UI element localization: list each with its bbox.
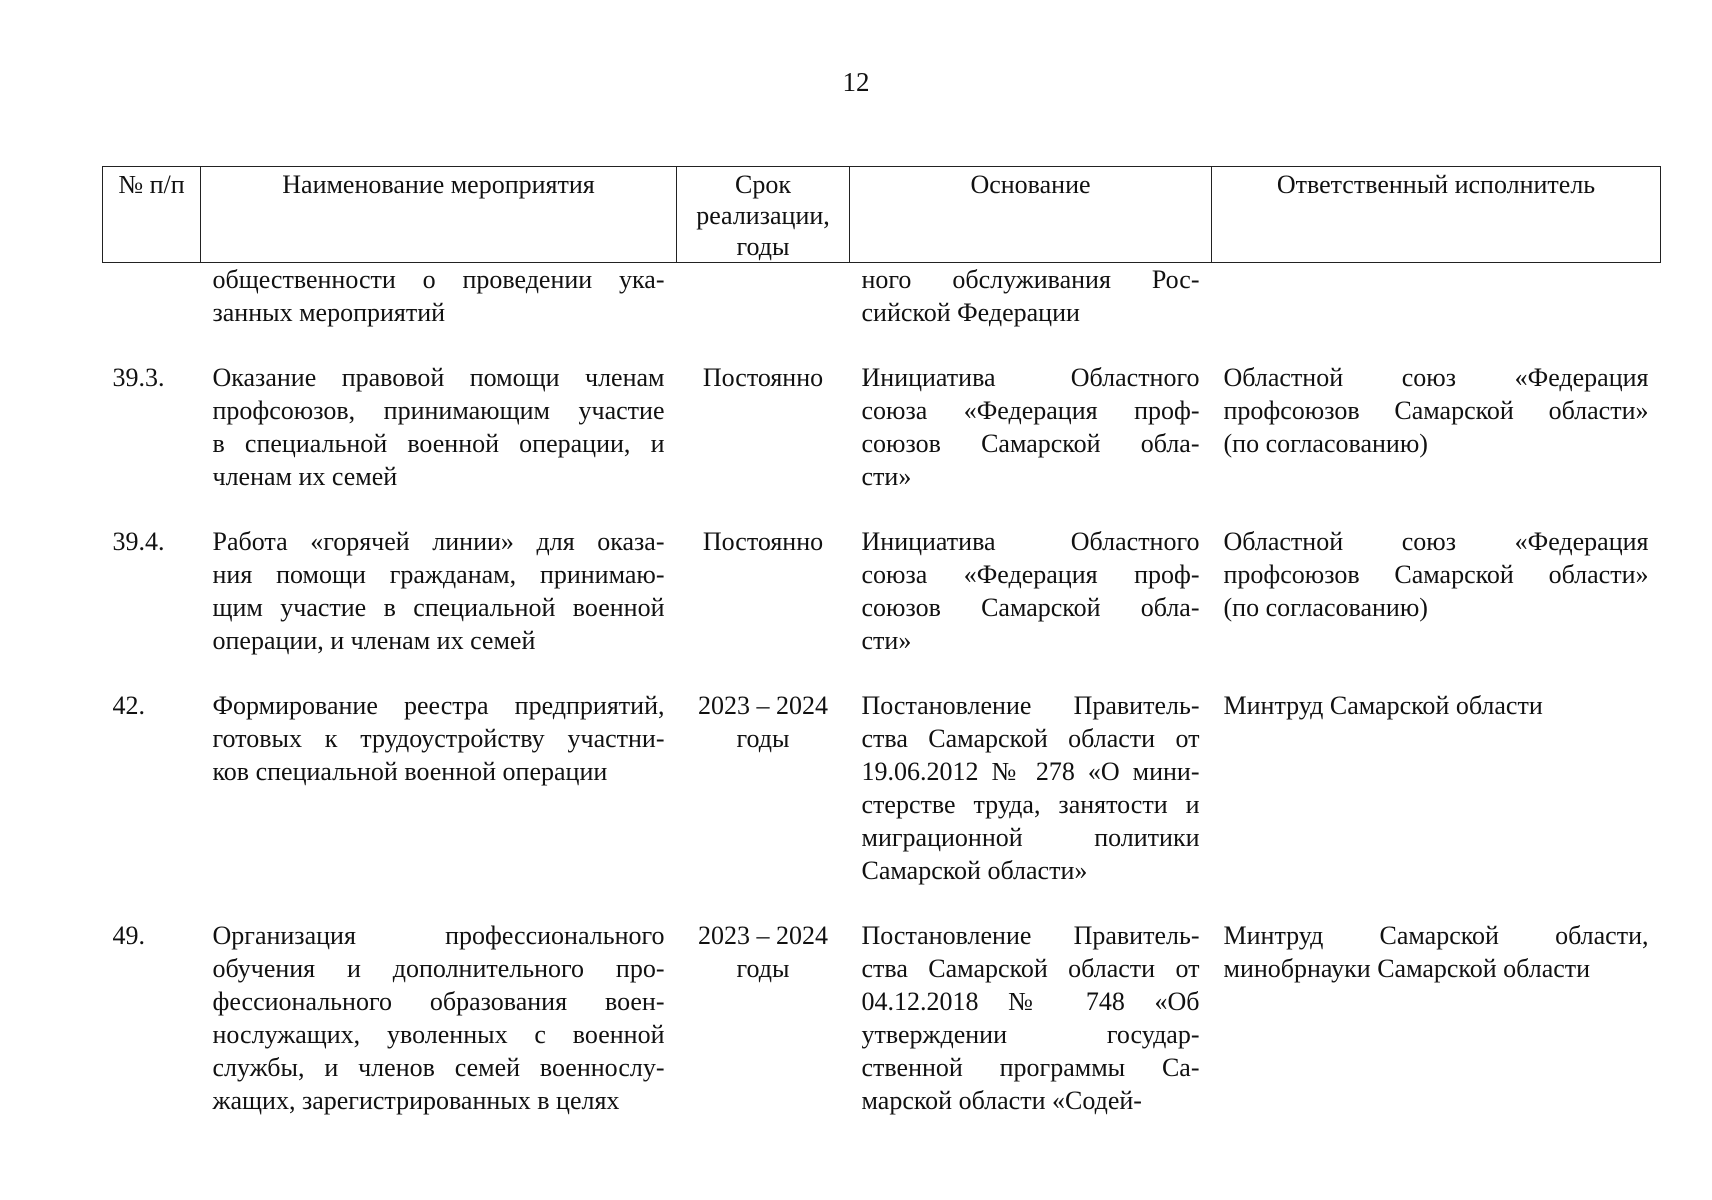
- measure-name-line: щим участие в специальной военной: [212, 593, 665, 622]
- responsible-executor-line: профсоюзов Самарской области»: [1223, 560, 1649, 589]
- header-basis: Основание: [850, 167, 1212, 263]
- table-row: [103, 689, 1661, 919]
- measure-name-line: ков специальной военной операции: [212, 757, 608, 786]
- implementation-term-line: 2023 – 2024: [698, 691, 828, 720]
- measure-name-line: готовых к трудоустройству участни-: [212, 724, 665, 753]
- basis-line: союзов Самарской обла-: [861, 593, 1200, 622]
- basis: [850, 525, 1212, 689]
- responsible-executor-line: (по согласованию): [1223, 429, 1428, 458]
- table-body: [103, 263, 1661, 1150]
- basis-line: Инициатива Областного: [861, 527, 1200, 556]
- basis-line: ного обслуживания Рос-: [861, 265, 1200, 294]
- table-row: [103, 919, 1661, 1149]
- page-number: 12: [842, 67, 870, 97]
- responsible-executor: [1212, 263, 1661, 362]
- implementation-term-line: 2023 – 2024: [698, 921, 828, 950]
- implementation-term: [677, 525, 850, 689]
- header-measure-name: Наименование мероприятия: [201, 167, 677, 263]
- measure-name-line: Оказание правовой помощи членам: [212, 363, 665, 392]
- measure-name-line: общественности о проведении ука-: [212, 265, 665, 294]
- implementation-term-line: годы: [736, 954, 790, 983]
- measure-name-line: нослужащих, уволенных с военной: [212, 1020, 665, 1049]
- basis-line: сийской Федерации: [861, 298, 1080, 327]
- measure-name-line: Формирование реестра предприятий,: [212, 691, 665, 720]
- measure-name-line: в специальной военной операции, и: [212, 429, 665, 458]
- basis: [850, 263, 1212, 362]
- basis-line: утверждении государ-: [861, 1020, 1200, 1049]
- basis-line: Инициатива Областного: [861, 363, 1200, 392]
- basis-line: ственной программы Са-: [861, 1053, 1200, 1082]
- responsible-executor-line: (по согласованию): [1223, 593, 1428, 622]
- basis-line: Самарской области»: [861, 856, 1088, 885]
- row-number: 42.: [112, 691, 145, 720]
- implementation-term-line: Постоянно: [702, 527, 824, 556]
- basis-line: союзов Самарской обла-: [861, 429, 1200, 458]
- measure-name-line: профсоюзов, принимающим участие: [212, 396, 665, 425]
- responsible-executor: [1212, 919, 1661, 1149]
- basis: [850, 689, 1212, 919]
- responsible-executor: [1212, 689, 1661, 919]
- implementation-term: [677, 689, 850, 919]
- measure-name-line: жащих, зарегистрированных в целях: [212, 1086, 620, 1115]
- measure-name: [201, 263, 677, 362]
- basis-line: 04.12.2018 № 748 «Об: [861, 987, 1200, 1016]
- header-number: № п/п: [103, 167, 201, 263]
- measure-name-line: занных мероприятий: [212, 298, 446, 327]
- responsible-executor: [1212, 361, 1661, 525]
- header-responsible: Ответственный исполнитель: [1212, 167, 1661, 263]
- responsible-executor-line: профсоюзов Самарской области»: [1223, 396, 1649, 425]
- measure-name: [201, 689, 677, 919]
- basis-line: Постановление Правитель-: [861, 921, 1200, 950]
- basis-line: марской области «Содей-: [861, 1086, 1142, 1115]
- responsible-executor-line: Областной союз «Федерация: [1223, 527, 1649, 556]
- basis-line: 19.06.2012 № 278 «О мини-: [861, 757, 1200, 786]
- table-row: [103, 361, 1661, 525]
- measure-name-line: ния помощи гражданам, принимаю-: [212, 560, 665, 589]
- row-number: 49.: [112, 921, 145, 950]
- row-number: 39.4.: [112, 527, 165, 556]
- basis: [850, 361, 1212, 525]
- basis: [850, 919, 1212, 1149]
- implementation-term: [677, 361, 850, 525]
- measure-name: [201, 525, 677, 689]
- basis-line: ства Самарской области от: [861, 724, 1200, 753]
- measure-name-line: фессионального образования воен-: [212, 987, 665, 1016]
- table-row: [103, 525, 1661, 689]
- measure-name-line: Организация профессионального: [212, 921, 665, 950]
- measure-name: [201, 919, 677, 1149]
- implementation-term: [677, 263, 850, 362]
- implementation-term-line: Постоянно: [702, 363, 824, 392]
- implementation-term: [677, 919, 850, 1149]
- basis-line: союза «Федерация проф-: [861, 560, 1200, 589]
- responsible-executor-line: минобрнауки Самарской области: [1223, 954, 1591, 983]
- measure-name-line: службы, и членов семей военнослу-: [212, 1053, 665, 1082]
- basis-line: миграционной политики: [861, 823, 1200, 852]
- measure-name-line: Работа «горячей линии» для оказа-: [212, 527, 665, 556]
- basis-line: стерстве труда, занятости и: [861, 790, 1200, 819]
- implementation-term-line: годы: [736, 724, 790, 753]
- responsible-executor-line: Областной союз «Федерация: [1223, 363, 1649, 392]
- measure-name-line: обучения и дополнительного про-: [212, 954, 665, 983]
- table-header: [103, 167, 1661, 263]
- basis-line: союза «Федерация проф-: [861, 396, 1200, 425]
- basis-line: Постановление Правитель-: [861, 691, 1200, 720]
- responsible-executor-line: Минтруд Самарской области,: [1223, 921, 1649, 950]
- measure-name: [201, 361, 677, 525]
- responsible-executor-line: Минтруд Самарской области: [1223, 691, 1543, 720]
- responsible-executor: [1212, 525, 1661, 689]
- table-header-row: [103, 167, 1661, 263]
- header-term: Срок реализации, годы: [677, 167, 850, 263]
- measures-table: [102, 166, 1661, 1149]
- measure-name-line: операции, и членам их семей: [212, 626, 536, 655]
- basis-line: ства Самарской области от: [861, 954, 1200, 983]
- table-row-continued: [103, 263, 1661, 362]
- basis-line: сти»: [861, 626, 912, 655]
- row-number: 39.3.: [112, 363, 165, 392]
- measure-name-line: членам их семей: [212, 462, 398, 491]
- row-number: [103, 263, 201, 362]
- basis-line: сти»: [861, 462, 912, 491]
